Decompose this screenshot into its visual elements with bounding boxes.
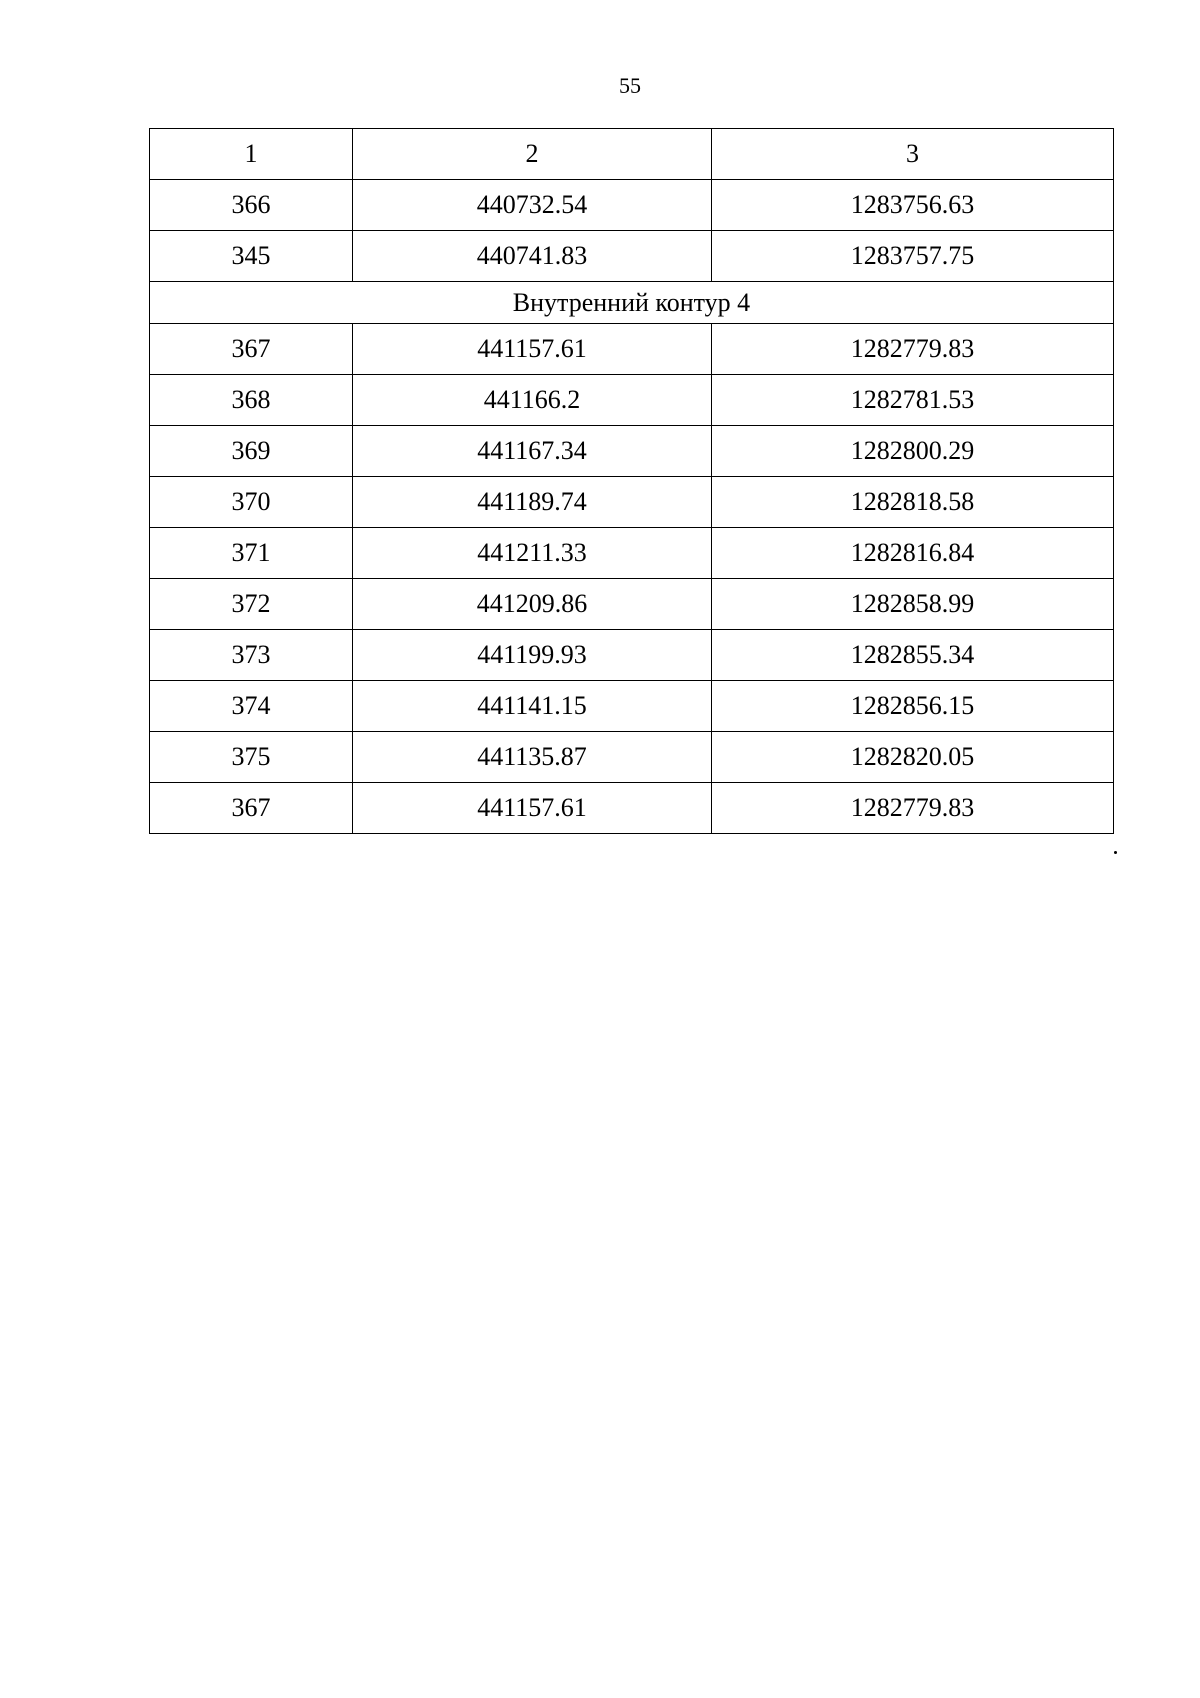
table-row [150,231,1114,282]
table-row [150,732,1114,783]
x-coordinate-cell: 441211.33 [353,528,712,579]
section-row [150,282,1114,324]
point-number-cell: 366 [150,180,353,231]
point-number-cell: 367 [150,324,353,375]
point-number-cell: 368 [150,375,353,426]
table-row [150,681,1114,732]
y-coordinate-cell: 1282818.58 [712,477,1114,528]
table-row [150,528,1114,579]
y-coordinate-cell: 1282855.34 [712,630,1114,681]
table-header-row [150,129,1114,180]
x-coordinate-cell: 441209.86 [353,579,712,630]
point-number-cell: 373 [150,630,353,681]
table-row [150,630,1114,681]
x-coordinate-cell: 441135.87 [353,732,712,783]
y-coordinate-cell: 1283757.75 [712,231,1114,282]
y-coordinate-cell: 1282800.29 [712,426,1114,477]
header-cell-3: 3 [712,129,1114,180]
coordinates-table [149,128,1114,834]
x-coordinate-cell: 441199.93 [353,630,712,681]
page-number: 55 [619,73,641,98]
section-title: Внутренний контур 4 [150,282,1114,324]
table-row [150,324,1114,375]
header-cell-1: 1 [150,129,353,180]
x-coordinate-cell: 440732.54 [353,180,712,231]
y-coordinate-cell: 1283756.63 [712,180,1114,231]
table-row [150,426,1114,477]
x-coordinate-cell: 441141.15 [353,681,712,732]
y-coordinate-cell: 1282781.53 [712,375,1114,426]
y-coordinate-cell: 1282779.83 [712,324,1114,375]
point-number-cell: 375 [150,732,353,783]
y-coordinate-cell: 1282779.83 [712,783,1114,834]
point-number-cell: 372 [150,579,353,630]
y-coordinate-cell: 1282816.84 [712,528,1114,579]
table-row [150,375,1114,426]
x-coordinate-cell: 441157.61 [353,783,712,834]
point-number-cell: 370 [150,477,353,528]
x-coordinate-cell: 441157.61 [353,324,712,375]
x-coordinate-cell: 441167.34 [353,426,712,477]
y-coordinate-cell: 1282856.15 [712,681,1114,732]
y-coordinate-cell: 1282858.99 [712,579,1114,630]
y-coordinate-cell: 1282820.05 [712,732,1114,783]
x-coordinate-cell: 441189.74 [353,477,712,528]
table-row [150,477,1114,528]
point-number-cell: 367 [150,783,353,834]
table-row [150,579,1114,630]
header-cell-2: 2 [353,129,712,180]
table-row [150,783,1114,834]
point-number-cell: 371 [150,528,353,579]
x-coordinate-cell: 440741.83 [353,231,712,282]
point-number-cell: 369 [150,426,353,477]
point-number-cell: 345 [150,231,353,282]
table-row [150,180,1114,231]
trailing-period [1114,851,1117,854]
x-coordinate-cell: 441166.2 [353,375,712,426]
point-number-cell: 374 [150,681,353,732]
